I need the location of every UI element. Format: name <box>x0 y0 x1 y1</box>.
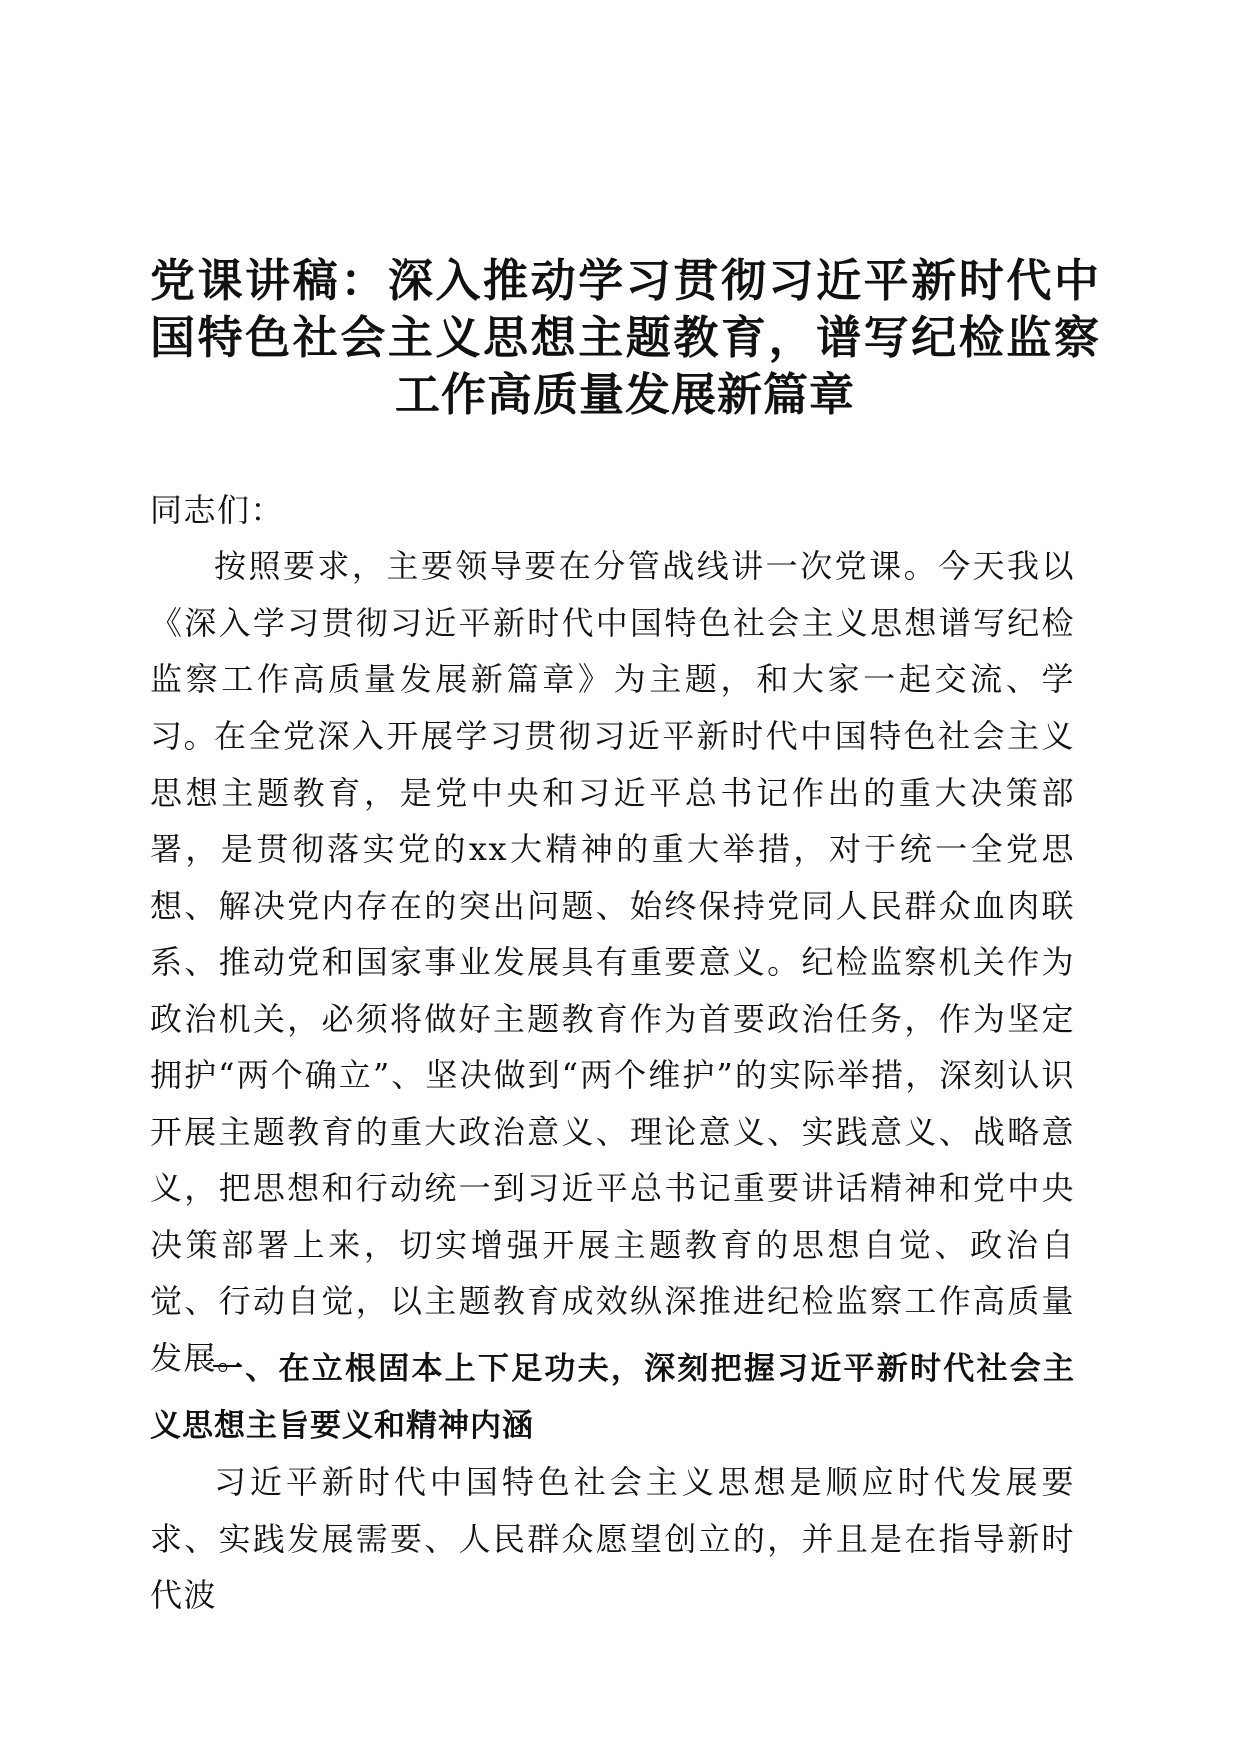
document-title: 党课讲稿：深入推动学习贯彻习近平新时代中国特色社会主义思想主题教育，谱写纪检监察工作高质量发展新篇章 <box>150 254 1100 421</box>
salutation: 同志们： <box>150 491 285 529</box>
paragraph-intro: 按照要求，主要领导要在分管战线讲一次党课。今天我以《深入学习贯彻习近平新时代中国特色社会主义思想谱写纪检监察工作高质量发展新篇章》为主题，和大家一起交流、学习。 <box>150 547 1075 755</box>
section-1-paragraph: 习近平新时代中国特色社会主义思想是顺应时代发展要求、实践发展需要、人民群众愿望创立的，并且是在指导新时代波 <box>150 1463 1075 1614</box>
section-heading-1: 一、在立根固本上下足功夫，深刻把握习近平新时代社会主义思想主旨要义和精神内涵 <box>150 1351 1075 1444</box>
paragraph-context: 在全党深入开展学习贯彻习近平新时代中国特色社会主义思想主题教育，是党中央和习近平总书记作出的重大决策部署，是贯彻落实党的xx大精神的重大举措，对于统一全党思想、解决党内存在的突出问题、始终保持党同人民群众血肉联系、推动党和国家事业发展具有重要意义。纪检监察机关作为政治机关，必须将做好主题教育作为首要政治任务，作为坚定拥护“两个确立”、坚决做到“两个维护”的实际举措，深刻认识开展主题教育的重大政治意义、理论意义、实践意义、战略意义，把思想和行动统一到习近平总书记重要讲话精神和党中央决策部署上来，切实增强开展主题教育的思想自觉、政治自觉、行动自觉，以主题教育成效纵深推进纪检监察工作高质量发展。 <box>150 717 1075 1377</box>
